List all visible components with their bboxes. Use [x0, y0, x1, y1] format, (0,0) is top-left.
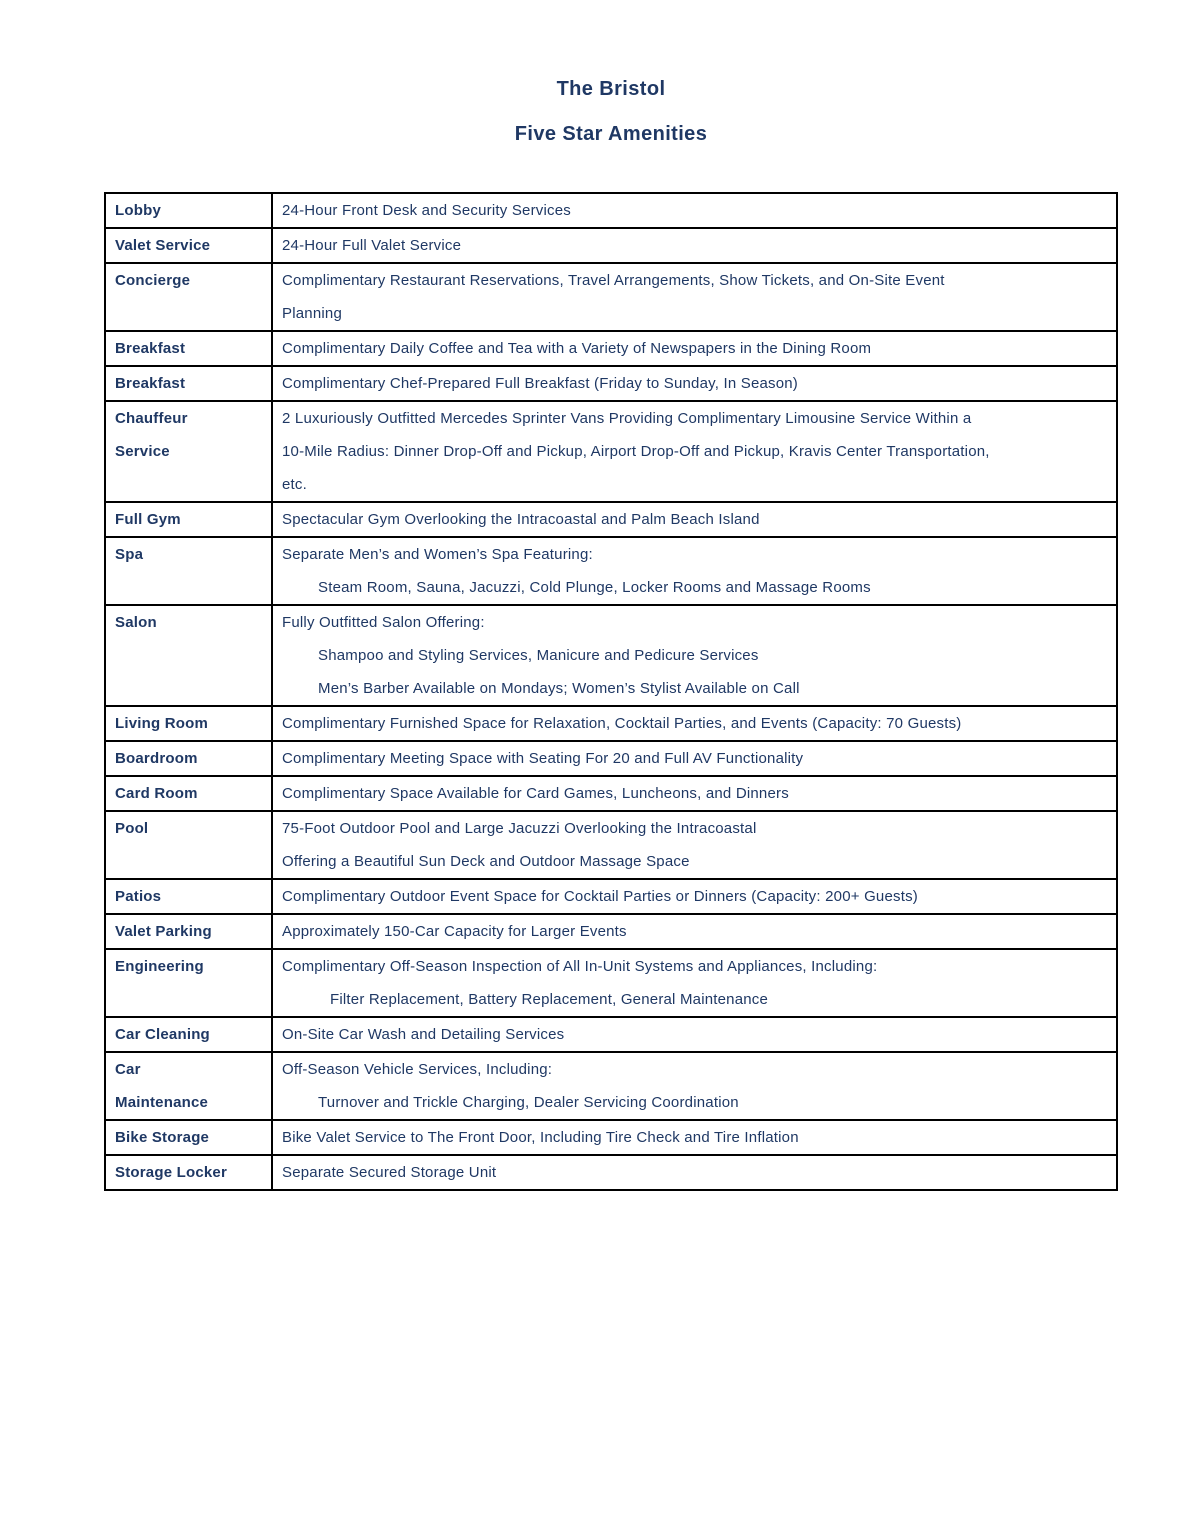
amenity-label-line: Lobby: [115, 202, 161, 219]
amenity-description-line: Fully Outfitted Salon Offering:: [282, 614, 485, 631]
table-row: [105, 1052, 1117, 1120]
amenity-description-line: On-Site Car Wash and Detailing Services: [282, 1026, 565, 1043]
amenity-label-cell: [105, 605, 272, 706]
amenity-description-line: 24-Hour Front Desk and Security Services: [282, 202, 571, 219]
table-row: [105, 776, 1117, 811]
amenity-label-line: Spa: [115, 546, 144, 563]
amenity-description-line: Complimentary Furnished Space for Relaxation, Cocktail Parties, and Events (Capacity: 70 Guests): [282, 715, 962, 732]
table-row: [105, 366, 1117, 401]
amenity-label-cell: [105, 366, 272, 401]
amenity-description-line: Separate Men’s and Women’s Spa Featuring:: [282, 546, 593, 563]
amenity-label-cell: [105, 1017, 272, 1052]
amenity-description-cell: [272, 706, 1117, 741]
table-row: [105, 228, 1117, 263]
amenity-label-line: Patios: [115, 888, 162, 905]
amenity-label-line: Engineering: [115, 958, 204, 975]
amenity-description-cell: [272, 537, 1117, 605]
amenity-label-cell: [105, 401, 272, 502]
document-header: [104, 0, 1118, 146]
amenity-description-line: Off-Season Vehicle Services, Including:: [282, 1061, 553, 1078]
amenity-description-line: Complimentary Outdoor Event Space for Cocktail Parties or Dinners (Capacity: 200+ Guests): [282, 888, 918, 905]
amenity-label-line: Service: [115, 443, 170, 460]
amenity-label-line: Chauffeur: [115, 410, 188, 427]
amenity-label-line: Car: [115, 1061, 141, 1078]
amenity-description-line: Complimentary Restaurant Reservations, Travel Arrangements, Show Tickets, and On-Site Event: [282, 272, 945, 289]
amenity-description-line: 10-Mile Radius: Dinner Drop-Off and Pickup, Airport Drop-Off and Pickup, Kravis Center Transportation,: [282, 443, 990, 460]
amenity-description-line: 75-Foot Outdoor Pool and Large Jacuzzi Overlooking the Intracoastal: [282, 820, 757, 837]
amenity-description-line: 24-Hour Full Valet Service: [282, 237, 462, 254]
amenity-label-cell: [105, 1155, 272, 1190]
amenity-label-cell: [105, 706, 272, 741]
amenity-label-line: Pool: [115, 820, 149, 837]
amenity-label-line: Valet Parking: [115, 923, 212, 940]
amenity-description-cell: [272, 1120, 1117, 1155]
table-row: [105, 949, 1117, 1017]
amenity-description-cell: [272, 949, 1117, 1017]
amenity-label-line: Valet Service: [115, 237, 211, 254]
amenities-table-body: [105, 193, 1117, 1190]
amenity-description-line: Shampoo and Styling Services, Manicure and Pedicure Services: [318, 647, 759, 664]
amenity-description-cell: [272, 1155, 1117, 1190]
amenity-description-line: Complimentary Space Available for Card Games, Luncheons, and Dinners: [282, 785, 789, 802]
amenity-description-cell: [272, 1017, 1117, 1052]
amenity-label-line: Salon: [115, 614, 157, 631]
amenity-description-line: Complimentary Off-Season Inspection of All In-Unit Systems and Appliances, Including:: [282, 958, 878, 975]
amenity-label-cell: [105, 263, 272, 331]
amenity-description-cell: [272, 914, 1117, 949]
table-row: [105, 605, 1117, 706]
amenity-description-cell: [272, 605, 1117, 706]
amenity-description-cell: [272, 1052, 1117, 1120]
table-row: [105, 193, 1117, 228]
page-subtitle: Five Star Amenities: [514, 123, 708, 145]
amenity-description-line: Filter Replacement, Battery Replacement, General Maintenance: [330, 991, 769, 1008]
table-row: [105, 502, 1117, 537]
amenity-label-cell: [105, 949, 272, 1017]
page-title: The Bristol: [556, 78, 666, 100]
amenity-description-cell: [272, 228, 1117, 263]
amenity-label-cell: [105, 193, 272, 228]
amenity-label-cell: [105, 228, 272, 263]
amenity-description-cell: [272, 193, 1117, 228]
amenity-description-line: Bike Valet Service to The Front Door, Including Tire Check and Tire Inflation: [282, 1129, 799, 1146]
amenity-label-line: Concierge: [115, 272, 191, 289]
table-row: [105, 879, 1117, 914]
table-row: [105, 914, 1117, 949]
amenity-description-cell: [272, 741, 1117, 776]
amenity-label-cell: [105, 331, 272, 366]
amenity-description-cell: [272, 811, 1117, 879]
amenity-label-cell: [105, 741, 272, 776]
amenity-description-cell: [272, 502, 1117, 537]
amenity-description-line: Complimentary Meeting Space with Seating For 20 and Full AV Functionality: [282, 750, 804, 767]
amenity-label-line: Breakfast: [115, 375, 186, 392]
amenity-label-cell: [105, 1120, 272, 1155]
amenity-label-cell: [105, 776, 272, 811]
amenity-label-line: Living Room: [115, 715, 209, 732]
amenity-description-cell: [272, 776, 1117, 811]
amenity-label-line: Breakfast: [115, 340, 186, 357]
amenity-description-line: Approximately 150-Car Capacity for Larger Events: [282, 923, 627, 940]
amenity-description-line: Spectacular Gym Overlooking the Intracoastal and Palm Beach Island: [282, 511, 760, 528]
amenity-label-cell: [105, 537, 272, 605]
amenity-label-cell: [105, 879, 272, 914]
table-row: [105, 811, 1117, 879]
table-row: [105, 1120, 1117, 1155]
amenity-description-cell: [272, 263, 1117, 331]
table-row: [105, 331, 1117, 366]
amenity-description-line: etc.: [282, 476, 307, 493]
amenity-label-line: Storage Locker: [115, 1164, 228, 1181]
amenity-description-cell: [272, 879, 1117, 914]
table-row: [105, 263, 1117, 331]
amenity-label-cell: [105, 502, 272, 537]
amenity-description-cell: [272, 401, 1117, 502]
amenity-description-line: Complimentary Daily Coffee and Tea with a Variety of Newspapers in the Dining Room: [282, 340, 872, 357]
amenities-table: [104, 192, 1118, 1191]
amenity-description-line: Planning: [282, 305, 342, 322]
amenity-label-cell: [105, 1052, 272, 1120]
amenity-description-line: Turnover and Trickle Charging, Dealer Servicing Coordination: [318, 1094, 739, 1111]
amenity-description-line: 2 Luxuriously Outfitted Mercedes Sprinter Vans Providing Complimentary Limousine Service Within a: [282, 410, 972, 427]
amenity-label-line: Boardroom: [115, 750, 198, 767]
amenity-label-line: Card Room: [115, 785, 198, 802]
amenity-label-line: Maintenance: [115, 1094, 209, 1111]
amenity-description-line: Steam Room, Sauna, Jacuzzi, Cold Plunge, Locker Rooms and Massage Rooms: [318, 579, 871, 596]
table-row: [105, 706, 1117, 741]
amenity-description-cell: [272, 366, 1117, 401]
amenity-label-line: Car Cleaning: [115, 1026, 210, 1043]
amenity-description-line: Separate Secured Storage Unit: [282, 1164, 497, 1181]
table-row: [105, 1155, 1117, 1190]
amenity-label-line: Full Gym: [115, 511, 181, 528]
table-row: [105, 537, 1117, 605]
table-row: [105, 401, 1117, 502]
amenity-label-cell: [105, 811, 272, 879]
amenity-description-line: Men’s Barber Available on Mondays; Women’s Stylist Available on Call: [318, 680, 800, 697]
amenity-description-line: Complimentary Chef-Prepared Full Breakfast (Friday to Sunday, In Season): [282, 375, 799, 392]
amenity-label-cell: [105, 914, 272, 949]
amenity-label-line: Bike Storage: [115, 1129, 210, 1146]
amenity-description-line: Offering a Beautiful Sun Deck and Outdoor Massage Space: [282, 853, 690, 870]
table-row: [105, 741, 1117, 776]
amenity-description-cell: [272, 331, 1117, 366]
table-row: [105, 1017, 1117, 1052]
